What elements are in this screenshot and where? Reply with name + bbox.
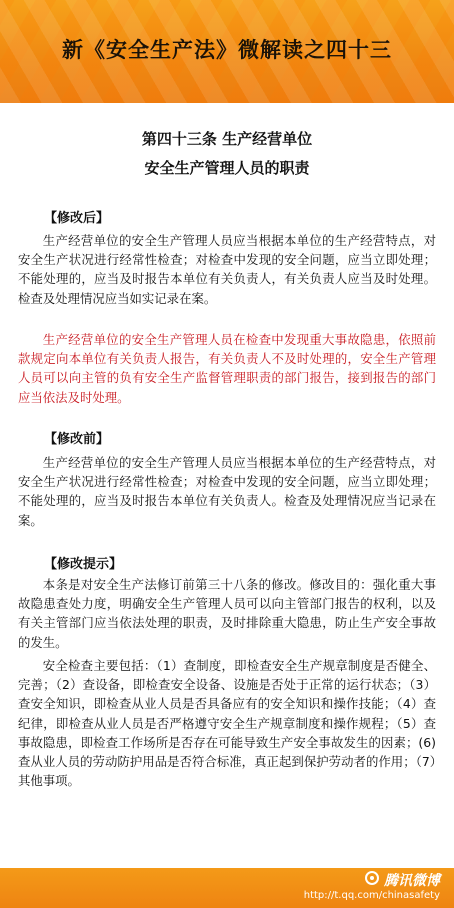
section-heading-before: 【修改前】 (44, 432, 110, 447)
weibo-url-link[interactable]: http://t.qq.com/chinasafety (303, 890, 440, 901)
after-revision-paragraph-1: 生产经营单位的安全生产管理人员应当根据本单位的生产经营特点，对安全生产状况进行经常性检查；对检查中发现的安全问题，应当立即处理；不能处理的，应当及时报告本单位有关负责人，有关负责人应当及时处理。检查及处理情况应当如实记录在案。 (18, 233, 436, 306)
section-heading-tips: 【修改提示】 (44, 557, 123, 572)
after-revision-paragraph-2: 生产经营单位的安全生产管理人员在检查中发现重大事故隐患，依照前款规定向本单位有关负责人报告，有关负责人不及时处理的，安全生产管理人员可以向主管的负有安全生产监督管理职责的部门报告，接到报告的部门应当依法及时处理。 (18, 332, 436, 405)
weibo-icon (364, 870, 380, 890)
footer-bar (0, 868, 454, 908)
weibo-logo[interactable] (364, 872, 440, 888)
tips-paragraph-2: 安全检查主要包括：（1）查制度，即检查安全生产规章制度是否健全、完善；（2）查设备，即检查安全设备、设施是否处于正常的运行状态；（3）查安全知识，即检查从业人员是否具备应有的安全知识和操作技能；（4）查纪律，即检查从业人员是否严格遵守安全生产规章制度和操作规程；（5）查事故隐患，即检查工作场所是否存在可能导致生产安全事故发生的因素；(6)查从业人员的劳动防护用品是否符合标准，真正起到保护劳动者的作用；（7）其他事项。 (18, 658, 436, 789)
tips-paragraph-1: 本条是对安全生产法修订前第三十八条的修改。修改目的：强化重大事故隐患查处力度，明确安全生产管理人员可以向主管部门报告的权利，以及有关主管部门应当依法处理的职责，及时排除重大隐患，防止生产安全事故的发生。 (18, 577, 436, 650)
section-heading-after: 【修改后】 (44, 211, 110, 226)
weibo-brand-text: 腾讯微博 (384, 873, 440, 889)
before-revision-paragraph: 生产经营单位的安全生产管理人员应当根据本单位的生产经营特点，对安全生产状况进行经常性检查；对检查中发现的安全问题，应当立即处理；不能处理的，应当及时报告本单位有关负责人。检查及处理情况应当记录在案。 (18, 455, 436, 528)
banner-title: 新《安全生产法》微解读之四十三 (62, 37, 392, 62)
header-banner (0, 0, 454, 103)
article-title-line1: 第四十三条 生产经营单位 (141, 130, 313, 148)
article-title-line2: 安全生产管理人员的职责 (144, 159, 310, 177)
